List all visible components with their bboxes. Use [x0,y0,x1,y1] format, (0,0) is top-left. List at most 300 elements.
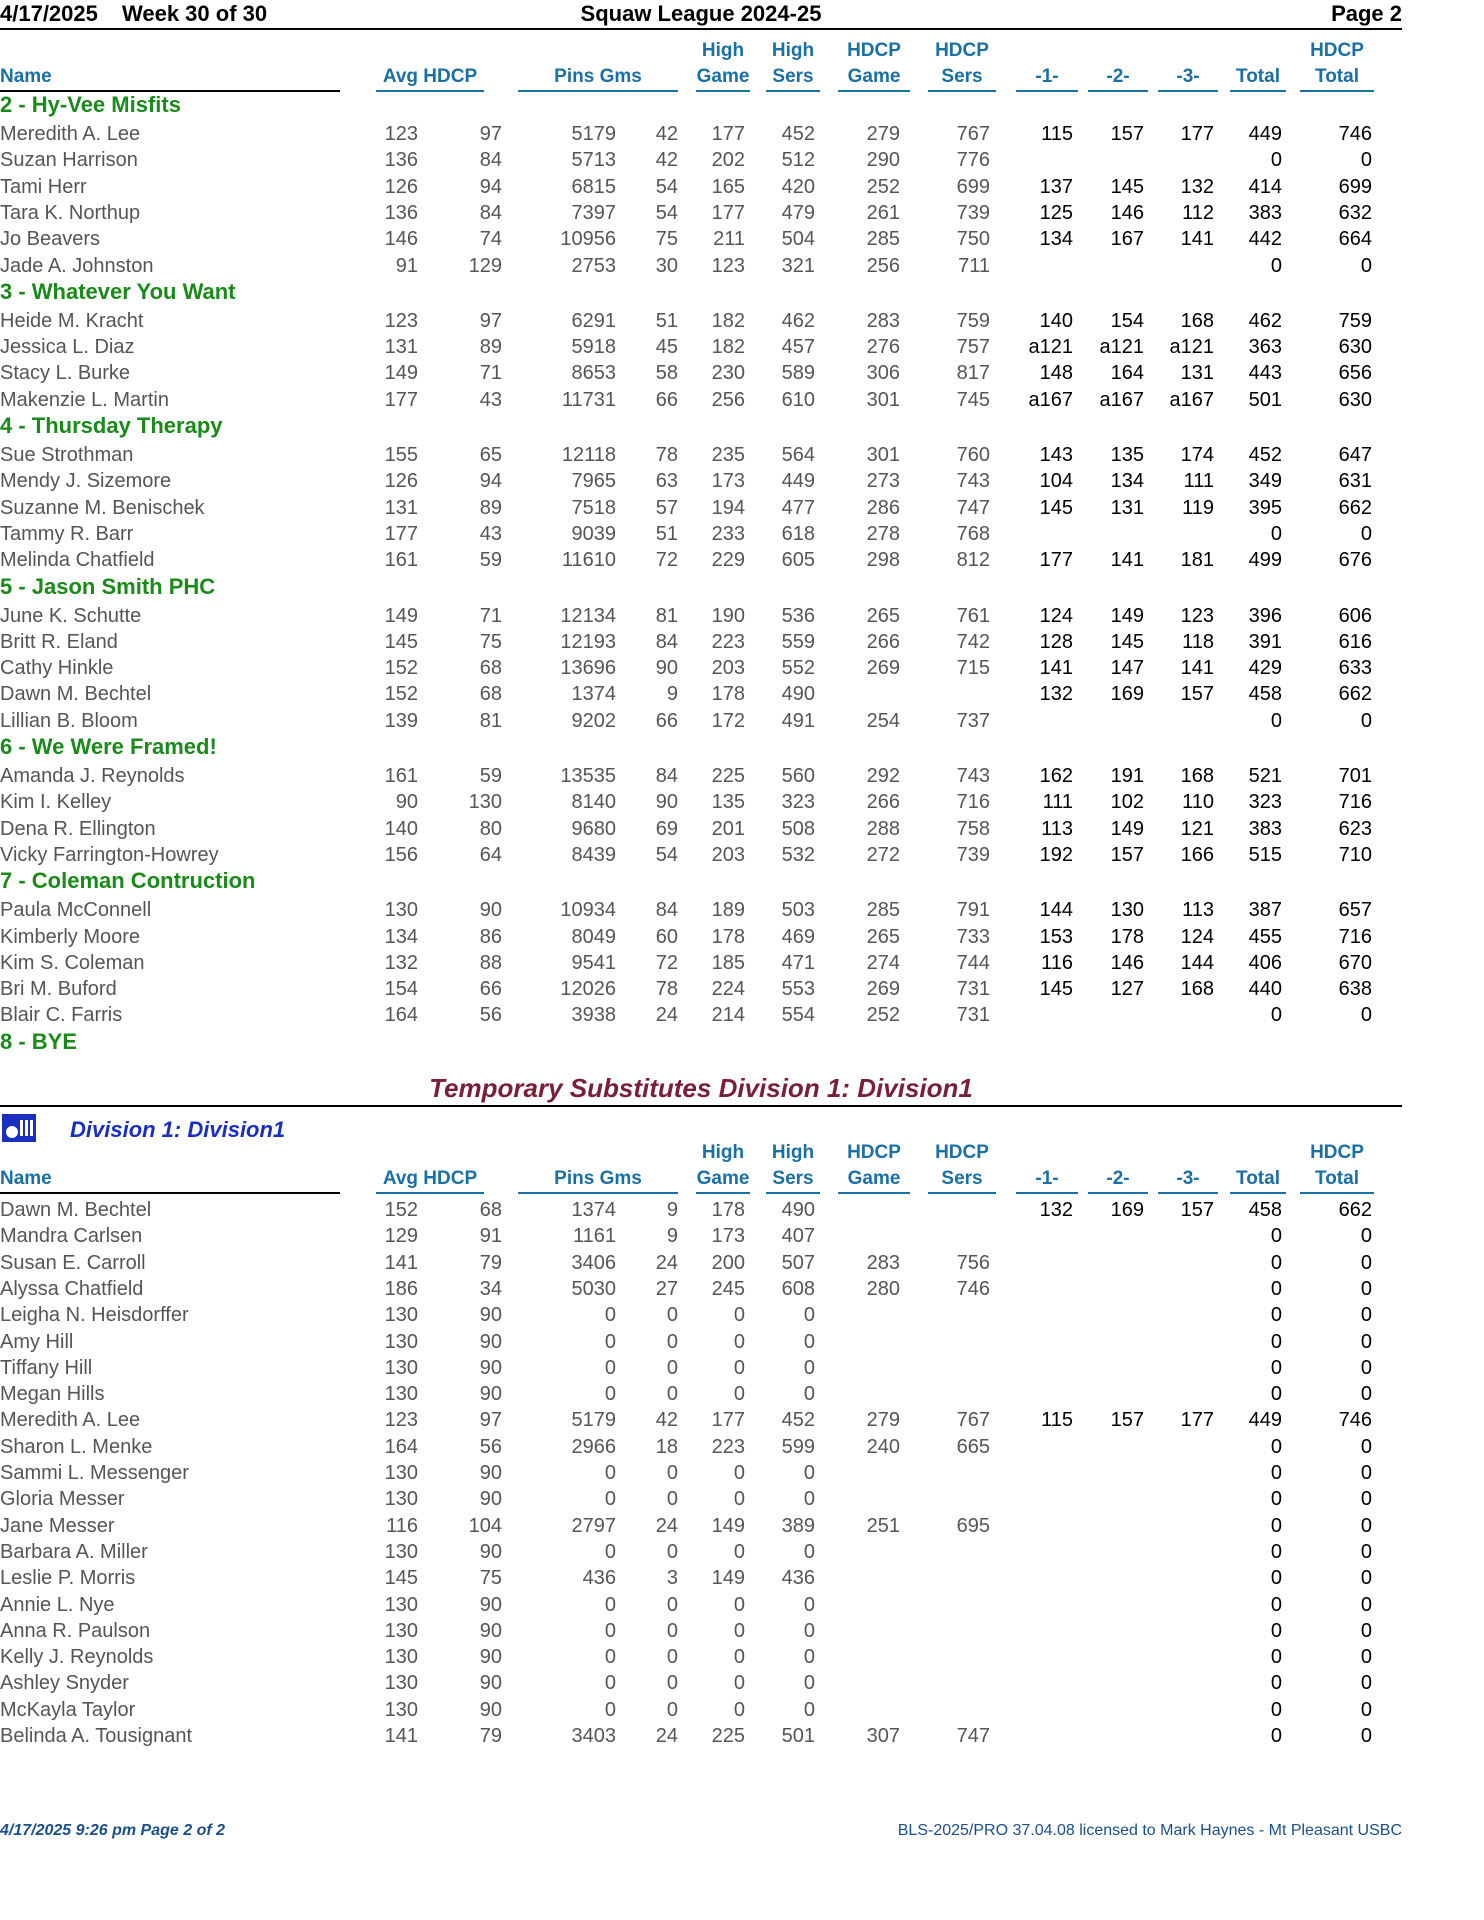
cell-name: Jo Beavers [0,228,101,251]
cell-avg: 130 [384,1356,418,1379]
cell-hdcp-total: 0 [1360,1646,1372,1669]
cell-total: 499 [1248,549,1282,572]
cell-name: Paula McConnell [0,899,152,922]
cell-hdcp-sers: 747 [956,1725,990,1747]
cell-high-sers: 0 [803,1488,815,1511]
cell-game-2: 149 [1110,817,1144,840]
cell-hdcp-total: 0 [1360,1514,1372,1537]
column-header-subs [0,1140,1402,1194]
cell-total: 501 [1248,388,1282,411]
cell-pins: 1161 [572,1225,616,1248]
cell-pins: 12118 [561,444,616,466]
cell-avg: 149 [384,604,418,627]
cell-hdcp-sers: 737 [956,709,990,732]
bowler-row [0,950,1402,976]
cell-game-1: 162 [1039,765,1073,787]
cell-hdcp: 68 [479,683,502,706]
cell-hdcp: 84 [479,149,502,172]
cell-gms: 84 [655,765,678,787]
cell-high-sers: 420 [781,175,815,198]
col-header-hdcp-game-line2: Game [838,64,910,92]
cell-total: 0 [1270,1304,1282,1327]
cell-gms: 42 [655,1409,678,1432]
cell-hdcp-game: 290 [866,149,900,172]
cell-game-3: 112 [1182,201,1214,224]
cell-hdcp-total: 633 [1338,657,1372,680]
cell-gms: 0 [666,1646,678,1669]
column-header-teams [0,38,1402,92]
cell-high-game: 223 [711,630,745,653]
bowler-row [0,174,1402,200]
cell-gms: 78 [655,978,678,1001]
cell-hdcp-total: 664 [1338,228,1372,251]
cell-hdcp-total: 746 [1338,123,1372,145]
col-header-hdcp-game-line2: Game [838,1166,910,1194]
cell-hdcp-sers: 759 [956,309,990,332]
cell-high-game: 245 [711,1277,745,1300]
bowler-row [0,387,1402,413]
bowling-icon [2,1114,36,1142]
bowler-row [0,1250,1402,1276]
cell-pins: 9202 [571,709,616,732]
cell-hdcp: 43 [479,388,502,411]
cell-game-3: 157 [1180,683,1214,706]
cell-high-sers: 389 [781,1514,815,1537]
cell-game-1: 145 [1039,978,1073,1001]
cell-game-3: 123 [1180,604,1214,627]
cell-hdcp-sers: 767 [956,1409,990,1432]
col-header-hdcp-game-line1: HDCP [847,40,901,61]
cell-hdcp: 43 [479,522,502,545]
col-header-name: Name [0,1166,340,1194]
cell-pins: 0 [604,1462,616,1484]
cell-pins: 1374 [571,1199,616,1221]
cell-total: 363 [1248,336,1282,359]
cell-pins: 12026 [560,978,616,1001]
cell-high-game: 178 [711,925,745,948]
cell-hdcp: 56 [479,1004,502,1027]
cell-total: 449 [1248,123,1282,145]
bowler-row [0,1302,1402,1328]
cell-name: Susan E. Carroll [0,1251,146,1274]
cell-gms: 3 [666,1567,678,1590]
cell-avg: 139 [384,709,418,732]
cell-high-sers: 504 [781,228,815,251]
cell-gms: 54 [655,201,678,224]
bowler-row [0,1460,1402,1486]
cell-hdcp: 130 [468,791,502,814]
cell-high-sers: 553 [781,978,815,1001]
cell-hdcp-game: 307 [866,1725,900,1747]
bowler-row [0,1723,1402,1749]
cell-gms: 0 [666,1462,678,1484]
cell-total: 458 [1248,683,1282,706]
cell-gms: 54 [655,843,678,866]
cell-game-2: 134 [1110,470,1144,493]
cell-pins: 436 [582,1567,616,1590]
cell-pins: 2966 [571,1435,616,1458]
bowler-row [0,308,1402,334]
cell-hdcp: 90 [479,1330,502,1353]
cell-hdcp-sers: 743 [956,765,990,787]
cell-total: 0 [1270,1540,1282,1563]
cell-pins: 7518 [571,496,616,519]
cell-hdcp-total: 0 [1360,1672,1372,1695]
cell-name: Dawn M. Bechtel [0,1199,152,1221]
cell-hdcp-total: 701 [1338,765,1372,787]
cell-pins: 9680 [571,817,616,840]
cell-hdcp: 90 [479,1619,502,1642]
cell-avg: 154 [384,978,418,1001]
cell-total: 0 [1270,1383,1282,1406]
cell-total: 0 [1270,254,1282,277]
cell-hdcp-sers: 776 [956,149,990,172]
cell-hdcp-total: 676 [1338,549,1372,572]
cell-hdcp: 75 [479,1567,502,1590]
page-header [0,0,1402,30]
cell-hdcp: 65 [479,444,502,466]
bowler-row [0,1644,1402,1670]
col-header-high-sers-line1: High [771,1142,815,1163]
cell-hdcp-game: 285 [866,899,900,922]
cell-high-sers: 449 [781,470,815,493]
cell-game-2: 130 [1110,899,1144,922]
cell-hdcp: 90 [479,1304,502,1327]
cell-hdcp: 91 [479,1225,502,1248]
cell-avg: 123 [384,1409,418,1432]
cell-game-3: 181 [1180,549,1214,572]
cell-total: 0 [1270,1672,1282,1695]
cell-game-2: 157 [1110,843,1144,866]
cell-game-1: 116 [1041,951,1073,974]
cell-high-sers: 457 [781,336,815,359]
col-header-high-game-line1: High [701,40,745,61]
cell-high-game: 177 [711,201,745,224]
cell-hdcp-sers: 743 [956,470,990,493]
cell-hdcp: 59 [479,549,502,572]
cell-total: 396 [1248,604,1282,627]
col-header-game-3: -3- [1158,1166,1218,1194]
cell-avg: 177 [384,522,418,545]
bowler-row [0,521,1402,547]
cell-hdcp: 79 [479,1251,502,1274]
cell-gms: 75 [655,228,678,251]
cell-game-3: 144 [1180,951,1214,974]
cell-hdcp-total: 0 [1360,1593,1372,1616]
col-header-total: Total [1230,64,1286,92]
cell-hdcp-game: 252 [866,1004,900,1027]
cell-pins: 0 [604,1304,616,1327]
cell-hdcp-total: 623 [1338,817,1372,840]
team-heading: 6 - We Were Framed! [0,734,217,759]
cell-high-sers: 462 [781,309,815,332]
cell-total: 440 [1248,978,1282,1001]
cell-hdcp: 68 [479,1199,502,1221]
cell-high-game: 177 [711,1409,745,1432]
footer-license: BLS-2025/PRO 37.04.08 licensed to Mark Haynes - Mt Pleasant USBC [897,1822,1402,1839]
cell-total: 0 [1270,709,1282,732]
cell-gms: 24 [655,1725,678,1747]
team-heading: 2 - Hy-Vee Misfits [0,92,181,117]
cell-gms: 18 [655,1435,678,1458]
cell-hdcp-sers: 715 [956,657,990,680]
cell-hdcp-game: 273 [866,470,900,493]
cell-gms: 0 [666,1698,678,1721]
cell-avg: 141 [384,1725,418,1747]
cell-pins: 2797 [571,1514,616,1537]
cell-hdcp-game: 269 [866,657,900,680]
cell-total: 387 [1248,899,1282,922]
cell-high-sers: 610 [781,388,815,411]
cell-gms: 27 [655,1277,678,1300]
col-header-hdcp-sers-line1: HDCP [935,1142,989,1163]
cell-avg: 116 [386,1514,418,1537]
cell-name: Heide M. Kracht [0,309,144,332]
cell-pins: 13696 [560,657,616,680]
cell-avg: 152 [384,683,418,706]
cell-avg: 131 [384,496,418,519]
cell-gms: 45 [655,336,678,359]
cell-total: 0 [1270,1725,1282,1747]
cell-hdcp-total: 630 [1338,388,1372,411]
cell-pins: 0 [604,1619,616,1642]
cell-high-sers: 532 [781,843,815,866]
cell-high-game: 185 [711,951,745,974]
cell-high-game: 202 [711,149,745,172]
col-header-hdcp-total-line1: HDCP [1310,1142,1364,1163]
col-header-high-sers-line2: Sers [766,1166,820,1194]
bowler-row [0,547,1402,573]
cell-hdcp: 56 [479,1435,502,1458]
col-header-game-1: -1- [1016,64,1078,92]
cell-gms: 24 [655,1004,678,1027]
cell-game-3: 141 [1180,657,1214,680]
cell-hdcp: 79 [479,1725,502,1747]
cell-hdcp-total: 638 [1338,978,1372,1001]
cell-high-sers: 536 [781,604,815,627]
cell-game-2: 167 [1110,228,1144,251]
cell-gms: 42 [655,123,678,145]
col-header-pins-gms: Pins Gms [518,1166,678,1194]
cell-game-3: 168 [1180,765,1214,787]
cell-pins: 11731 [561,388,616,411]
cell-name: Mendy J. Sizemore [0,470,172,493]
cell-hdcp-game: 266 [866,791,900,814]
cell-name: Tammy R. Barr [0,522,134,545]
cell-total: 383 [1248,817,1282,840]
cell-gms: 0 [666,1304,678,1327]
cell-game-3: 166 [1180,843,1214,866]
cell-name: Blair C. Farris [0,1004,123,1027]
cell-name: Meredith A. Lee [0,123,141,145]
cell-high-game: 0 [733,1304,745,1327]
cell-hdcp-total: 616 [1338,630,1372,653]
cell-hdcp-sers: 760 [956,444,990,466]
cell-avg: 134 [384,925,418,948]
cell-high-sers: 0 [803,1593,815,1616]
cell-total: 458 [1248,1199,1282,1221]
bowler-row [0,1197,1402,1223]
cell-high-sers: 0 [803,1304,815,1327]
cell-high-sers: 560 [781,765,815,787]
cell-high-game: 190 [711,604,745,627]
cell-gms: 66 [655,709,678,732]
cell-game-1: 148 [1039,362,1073,385]
col-header-high-game-line2: Game [696,64,750,92]
cell-pins: 5179 [571,123,616,145]
cell-total: 0 [1270,522,1282,545]
cell-hdcp-game: 272 [866,843,900,866]
team-heading: 8 - BYE [0,1028,78,1054]
bowler-row [0,897,1402,923]
cell-high-sers: 471 [781,951,815,974]
cell-high-sers: 512 [781,149,815,172]
cell-hdcp-total: 630 [1338,336,1372,359]
cell-game-2: 141 [1110,549,1144,572]
bowler-row [0,1486,1402,1512]
cell-pins: 12193 [560,630,616,653]
cell-hdcp-sers: 699 [956,175,990,198]
cell-pins: 13535 [560,765,616,787]
cell-hdcp-total: 670 [1338,951,1372,974]
cell-avg: 130 [384,1672,418,1695]
cell-avg: 130 [384,1462,418,1484]
cell-hdcp-sers: 746 [956,1277,990,1300]
cell-total: 0 [1270,1619,1282,1642]
bowler-row [0,468,1402,494]
cell-game-3: 174 [1180,444,1214,466]
cell-pins: 11610 [561,549,616,572]
cell-hdcp: 104 [468,1514,502,1537]
cell-game-3: a167 [1169,388,1214,411]
cell-gms: 0 [666,1356,678,1379]
cell-game-1: a167 [1028,388,1073,411]
cell-name: McKayla Taylor [0,1698,136,1721]
cell-avg: 136 [384,149,418,172]
cell-avg: 91 [395,254,418,277]
cell-avg: 131 [384,336,418,359]
cell-high-game: 214 [711,1004,745,1027]
cell-game-1: 111 [1042,791,1073,814]
team-heading: 7 - Coleman Contruction [0,868,256,894]
cell-total: 521 [1248,765,1282,787]
cell-gms: 54 [655,175,678,198]
cell-hdcp: 90 [479,1488,502,1511]
cell-high-game: 135 [711,791,745,814]
cell-avg: 149 [384,362,418,385]
cell-avg: 140 [384,817,418,840]
cell-hdcp-sers: 791 [956,899,990,922]
cell-high-sers: 589 [781,362,815,385]
cell-high-game: 211 [713,228,745,251]
cell-hdcp-sers: 750 [956,228,990,251]
cell-high-game: 225 [711,765,745,787]
cell-hdcp: 71 [479,604,502,627]
cell-hdcp-game: 274 [866,951,900,974]
cell-hdcp-total: 0 [1360,1225,1372,1248]
cell-hdcp-total: 0 [1360,1462,1372,1484]
cell-gms: 0 [666,1593,678,1616]
team-heading: 5 - Jason Smith PHC [0,573,216,599]
cell-name: Britt R. Eland [0,630,118,653]
cell-gms: 66 [655,388,678,411]
col-header-hdcp-sers-line2: Sers [928,64,996,92]
cell-hdcp-sers: 716 [956,791,990,814]
cell-high-game: 165 [711,175,745,198]
cell-hdcp-total: 0 [1360,1330,1372,1353]
cell-pins: 0 [604,1356,616,1379]
cell-name: Kelly J. Reynolds [0,1646,154,1669]
cell-high-game: 0 [733,1593,745,1616]
cell-avg: 130 [384,1330,418,1353]
cell-pins: 5713 [571,149,616,172]
cell-hdcp-game: 292 [866,765,900,787]
bowler-row [0,1592,1402,1618]
cell-avg: 145 [384,1567,418,1590]
cell-avg: 90 [395,791,418,814]
cell-hdcp-total: 0 [1360,1277,1372,1300]
cell-name: Gloria Messer [0,1488,125,1511]
cell-name: Sammi L. Messenger [0,1462,189,1484]
cell-hdcp: 74 [479,228,502,251]
bowler-row [0,1697,1402,1723]
bowler-row [0,147,1402,173]
cell-high-game: 0 [733,1488,745,1511]
bowler-row [0,681,1402,707]
cell-hdcp: 90 [479,1672,502,1695]
cell-game-2: 145 [1110,175,1144,198]
cell-hdcp-total: 662 [1338,1199,1372,1221]
cell-game-2: 169 [1110,1199,1144,1221]
cell-hdcp-total: 0 [1360,1619,1372,1642]
cell-avg: 123 [384,123,418,145]
cell-total: 515 [1248,843,1282,866]
cell-hdcp: 84 [479,201,502,224]
cell-hdcp: 89 [479,336,502,359]
cell-hdcp-total: 662 [1338,496,1372,519]
cell-pins: 0 [604,1540,616,1563]
cell-pins: 0 [604,1330,616,1353]
cell-game-2: 169 [1110,683,1144,706]
cell-game-1: 145 [1039,496,1073,519]
cell-gms: 78 [655,444,678,466]
cell-total: 442 [1248,228,1282,251]
cell-total: 449 [1248,1409,1282,1432]
cell-high-sers: 508 [781,817,815,840]
cell-gms: 69 [655,817,678,840]
cell-total: 0 [1270,1593,1282,1616]
cell-avg: 126 [384,175,418,198]
cell-name: Kim I. Kelley [0,791,112,814]
cell-pins: 2753 [571,254,616,277]
col-header-hdcp-total-line2: Total [1300,64,1374,92]
cell-game-3: 110 [1182,791,1214,814]
cell-high-sers: 490 [781,683,815,706]
cell-hdcp-sers: 758 [956,817,990,840]
bowler-row [0,442,1402,468]
cell-high-game: 0 [733,1462,745,1484]
cell-high-game: 0 [733,1672,745,1695]
cell-hdcp: 71 [479,362,502,385]
cell-hdcp-total: 647 [1338,444,1372,466]
cell-game-3: 131 [1180,362,1214,385]
cell-game-2: 102 [1110,791,1144,814]
cell-name: Kim S. Coleman [0,951,145,974]
cell-pins: 3938 [571,1004,616,1027]
cell-total: 0 [1270,1225,1282,1248]
cell-total: 0 [1270,1435,1282,1458]
cell-gms: 58 [655,362,678,385]
